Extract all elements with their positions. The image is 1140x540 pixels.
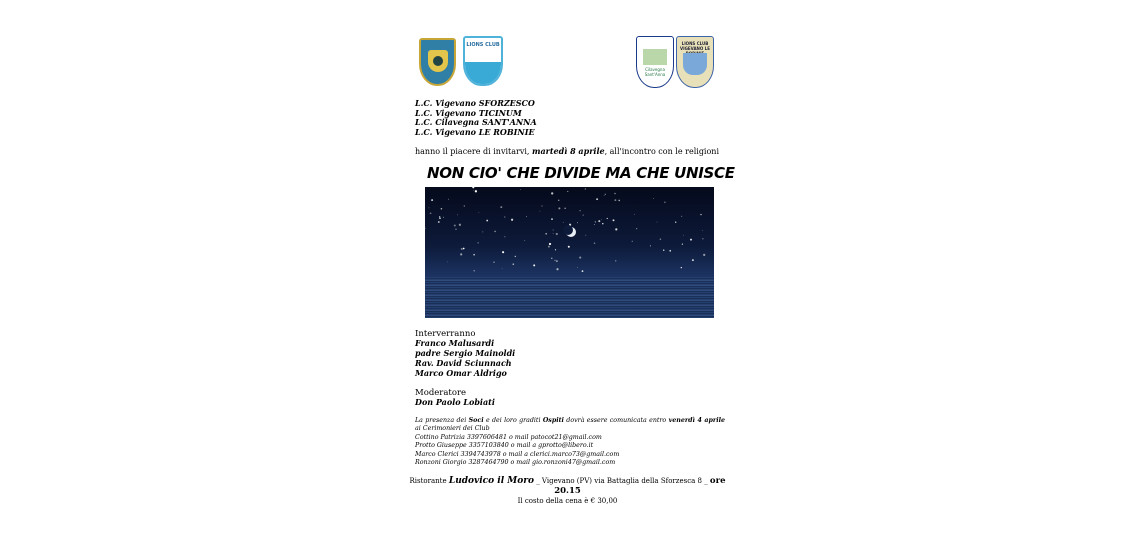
star-dot xyxy=(439,218,440,219)
speaker-name: Rav. David Sciunnach xyxy=(415,358,512,368)
star-dot xyxy=(653,198,654,199)
star-dot xyxy=(585,188,586,189)
star-dot xyxy=(504,236,505,237)
invitation-intro: hanno il piacere di invitarvi, martedì 8 aprile, all'incontro con le religioni xyxy=(415,146,720,156)
star-dot xyxy=(524,240,525,241)
star-dot xyxy=(579,210,580,211)
star-dot xyxy=(549,243,551,245)
star-dot xyxy=(663,249,665,251)
star-dot xyxy=(553,230,554,231)
lions-club-cilavegna-logo: Cilavegna Sant'Anna xyxy=(636,36,674,88)
star-dot xyxy=(448,199,449,200)
star-dot xyxy=(601,219,602,220)
star-dot xyxy=(594,224,595,225)
star-dot xyxy=(425,228,426,229)
lions-club-robinie-logo: LIONS CLUB VIGEVANO LE xyxy=(676,36,714,88)
star-dot xyxy=(615,260,616,261)
night-sea-image xyxy=(425,187,714,318)
club-name: L.C. Vigevano TICINUM xyxy=(415,107,522,118)
star-dot xyxy=(533,264,535,266)
star-dot xyxy=(494,231,496,233)
star-dot xyxy=(461,248,463,250)
logo-water-band xyxy=(465,62,501,84)
star-dot xyxy=(690,239,692,241)
star-dot xyxy=(703,254,705,256)
star-dot xyxy=(545,233,547,235)
club-name: L.C. Vigevano LE ROBINIE xyxy=(415,126,535,137)
star-dot xyxy=(602,223,603,224)
star-dot xyxy=(454,225,456,227)
lions-club-ticinum-logo: LIONS CLUB xyxy=(463,36,503,86)
speakers-label: Interverranno xyxy=(415,329,476,339)
district-crest-logo xyxy=(419,38,456,86)
star-dot xyxy=(660,238,662,240)
contact-row: Marco Clerici 3394743978 o mail a clerici.marco73@gmail.com xyxy=(415,450,620,458)
star-dot xyxy=(614,199,616,201)
venue-line: Ristorante Ludovico il Moro _ Vigevano (PV) via Battaglia della Sforzesca 8 _ ore 20.15 xyxy=(409,476,726,496)
star-dot xyxy=(613,219,615,221)
star-dot xyxy=(540,211,541,212)
star-dot xyxy=(650,245,651,246)
star-dot xyxy=(598,220,600,222)
restaurant-name: Ludovico il Moro xyxy=(448,476,534,486)
star-dot xyxy=(439,216,440,217)
star-dot xyxy=(632,241,633,242)
star-dot xyxy=(700,214,701,215)
speaker-name: Marco Omar Aldrigo xyxy=(415,368,507,378)
star-dot xyxy=(430,212,432,214)
star-dot xyxy=(511,219,513,221)
star-dot xyxy=(567,191,568,192)
star-dot xyxy=(595,221,596,222)
star-dot xyxy=(502,251,504,253)
star-dot xyxy=(500,206,502,208)
star-dot xyxy=(604,195,605,196)
star-dot xyxy=(556,268,558,270)
moderator-name: Don Paolo Lobiati xyxy=(415,397,495,407)
star-dot xyxy=(428,207,429,208)
star-dot xyxy=(474,270,475,271)
star-dot xyxy=(515,256,516,257)
star-dot xyxy=(475,190,477,192)
star-dot xyxy=(504,216,505,217)
star-dot xyxy=(585,235,586,236)
star-dot xyxy=(443,217,444,218)
star-dot xyxy=(577,222,578,223)
star-dot xyxy=(478,242,479,243)
star-dot xyxy=(563,222,564,223)
star-dot xyxy=(702,230,703,231)
star-dot xyxy=(577,267,578,268)
star-dot xyxy=(551,218,553,220)
star-dot xyxy=(568,246,570,248)
star-dot xyxy=(548,246,550,248)
event-date: martedì 8 aprile xyxy=(532,146,605,156)
moderator-label: Moderatore xyxy=(415,388,467,398)
speaker-name: Franco Malusardi xyxy=(415,338,495,348)
logo-church-image xyxy=(643,49,667,65)
club-name: L.C. Cilavegna SANT'ANNA xyxy=(415,117,537,127)
star-dot xyxy=(615,228,617,230)
dinner-cost: Il costo della cena è € 30,00 xyxy=(517,497,618,505)
star-dot xyxy=(447,262,448,263)
sea-surface xyxy=(425,277,714,318)
contact-row: Protto Giuseppe 3357103840 o mail a gprotto@libero.it xyxy=(415,442,594,450)
event-title: NON CIO' CHE DIVIDE MA CHE UNISCE xyxy=(427,164,735,182)
star-dot xyxy=(582,270,584,272)
star-dot xyxy=(556,233,558,235)
star-dot xyxy=(681,216,682,217)
star-dot xyxy=(682,243,683,244)
star-dot xyxy=(596,198,598,200)
club-list xyxy=(415,99,537,137)
star-dot xyxy=(614,193,616,195)
star-dot xyxy=(455,229,456,230)
star-dot xyxy=(526,216,527,217)
star-dot xyxy=(463,248,465,250)
star-dot xyxy=(486,220,488,222)
star-dot xyxy=(675,222,676,223)
rsvp-paragraph: La presenza dei Soci e dei loro graditi Ospiti dovrà essere comunicata entro venerdì 4 aprile ai Cerimonieri dei Club xyxy=(415,417,725,433)
speaker-name: padre Sergio Mainoldi xyxy=(415,348,516,358)
star-dot xyxy=(554,260,555,261)
star-dot xyxy=(669,250,671,252)
star-dot xyxy=(464,205,465,206)
star-dot xyxy=(551,192,553,194)
star-dot xyxy=(583,215,584,216)
star-dot xyxy=(683,235,684,236)
star-dot xyxy=(558,200,559,201)
contact-row: Cottino Patrizia 3397606481 o mail patocot21@gmail.com xyxy=(415,433,602,441)
star-dot xyxy=(681,267,682,268)
star-dot xyxy=(692,259,694,261)
star-dot xyxy=(520,189,521,190)
speakers-list xyxy=(415,338,515,378)
club-name: L.C. Vigevano SFORZESCO xyxy=(415,98,535,108)
star-dot xyxy=(457,215,458,216)
star-dot xyxy=(551,258,552,259)
star-dot xyxy=(657,222,658,223)
star-dot xyxy=(594,242,595,243)
star-dot xyxy=(512,263,514,265)
star-dot xyxy=(553,233,554,234)
invitation-sheet xyxy=(395,0,740,540)
star-dot xyxy=(618,200,620,202)
star-dot xyxy=(441,208,443,210)
star-dot xyxy=(460,253,462,255)
venue-info xyxy=(395,476,740,506)
star-dot xyxy=(556,260,558,262)
star-dot xyxy=(555,249,556,250)
star-dot xyxy=(558,207,560,209)
star-dot xyxy=(564,208,565,209)
star-dot xyxy=(482,231,483,232)
star-dot xyxy=(636,228,637,229)
contact-row: Ronzoni Giorgio 3287464790 o mail gio.ronzoni47@gmail.com xyxy=(415,459,616,467)
star-dot xyxy=(431,199,433,201)
star-dot xyxy=(479,212,480,213)
star-dot xyxy=(473,190,474,191)
star-dot xyxy=(607,218,608,219)
star-dot xyxy=(502,268,503,269)
star-dot xyxy=(438,221,440,223)
logo-emblem-image xyxy=(683,53,707,75)
rsvp-info xyxy=(415,417,725,467)
event-time: ore 20.15 xyxy=(554,476,726,496)
star-dot xyxy=(472,187,474,188)
star-dot xyxy=(664,202,665,203)
crest-center xyxy=(433,56,443,66)
star-dot xyxy=(541,205,542,206)
star-dot xyxy=(473,254,475,256)
star-dot xyxy=(493,261,494,262)
star-dot xyxy=(459,224,461,226)
star-dot xyxy=(579,257,581,259)
star-dot xyxy=(702,238,703,239)
star-dot xyxy=(605,194,606,195)
star-dot xyxy=(634,214,635,215)
